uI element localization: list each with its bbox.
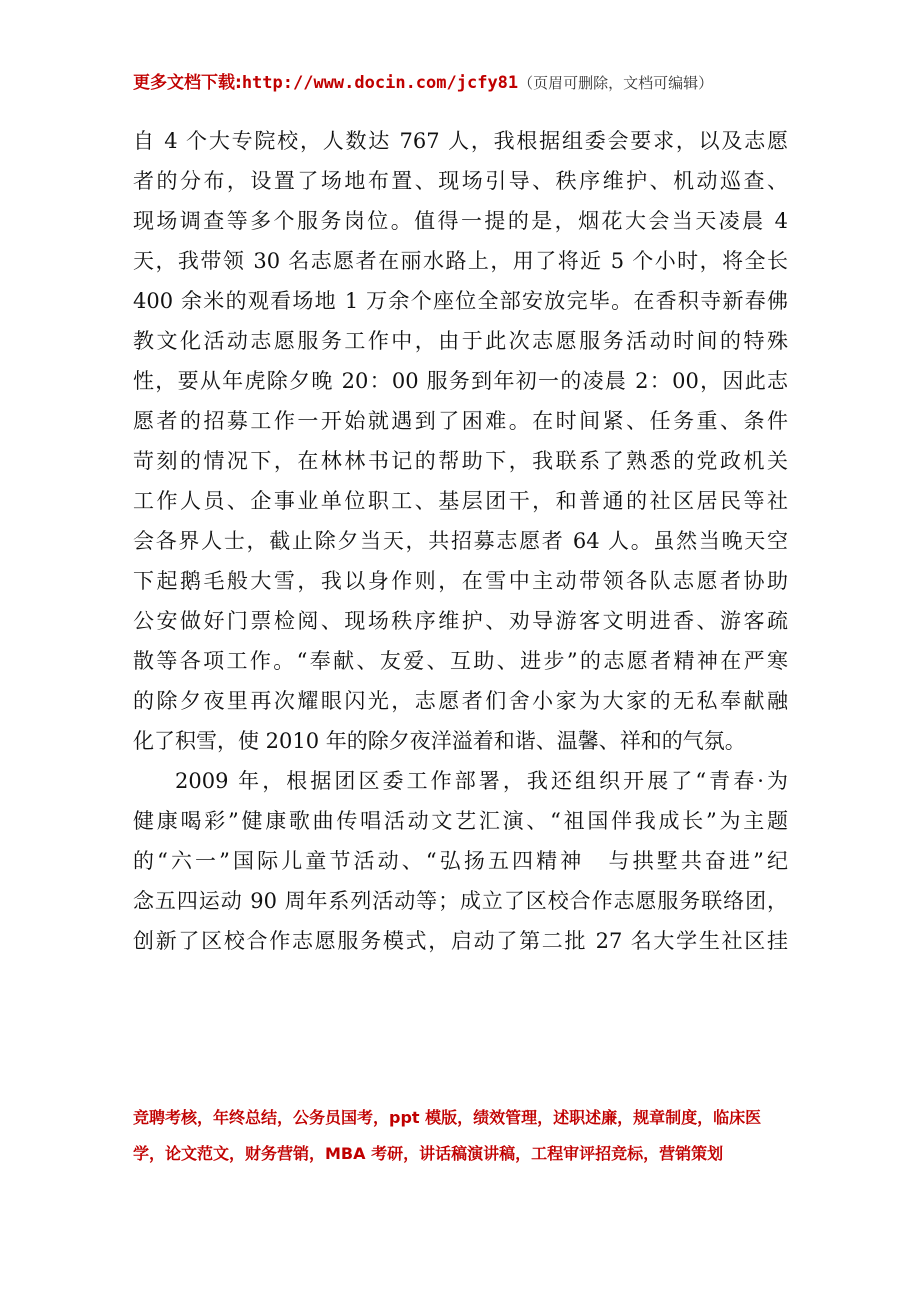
body-line: 下起鹅毛般大雪，我以身作则，在雪中主动带领各队志愿者协助 — [133, 569, 788, 593]
body-line: 化了积雪，使 2010 年的除夕夜洋溢着和谐、温馨、祥和的气氛。 — [133, 729, 746, 753]
header-note: （页眉可删除，文档可编辑） — [518, 74, 714, 92]
body-line: 天，我带领 30 名志愿者在丽水路上，用了将近 5 个小时，将全长 — [133, 249, 788, 273]
page-footer — [133, 1100, 793, 1172]
header-download-link[interactable]: http://www.docin.com/jcfy81 — [241, 73, 519, 93]
body-line: 性，要从年虎除夕晚 20：00 服务到年初一的凌晨 2：00，因此志 — [133, 369, 788, 393]
body-line: 2009 年，根据团区委工作部署，我还组织开展了“青春·为 — [175, 769, 788, 793]
body-line: 健康喝彩”健康歌曲传唱活动文艺汇演、“祖国伴我成长”为主题 — [133, 809, 788, 833]
body-line: 者的分布，设置了场地布置、现场引导、秩序维护、机动巡查、 — [133, 169, 788, 193]
body-line: 散等各项工作。“奉献、友爱、互助、进步”的志愿者精神在严寒 — [133, 649, 788, 673]
page-header — [133, 68, 833, 98]
body-line: 愿者的招募工作一开始就遇到了困难。在时间紧、任务重、条件 — [133, 409, 788, 433]
footer-keywords-line: 竞聘考核，年终总结，公务员国考，ppt 模版，绩效管理，述职述廉，规章制度，临床医 — [133, 1108, 762, 1127]
body-line: 400 余米的观看场地 1 万余个座位全部安放完毕。在香积寺新春佛 — [133, 289, 788, 313]
body-line: 公安做好门票检阅、现场秩序维护、劝导游客文明进香、游客疏 — [133, 609, 788, 633]
body-line: 苛刻的情况下，在林林书记的帮助下，我联系了熟悉的党政机关 — [133, 449, 788, 473]
footer-keywords-line: 学，论文范文，财务营销，MBA 考研，讲话稿演讲稿，工程审评招竞标，营销策划 — [133, 1144, 724, 1163]
header-download-label: 更多文档下载: — [133, 73, 242, 93]
body-line: 念五四运动 90 周年系列活动等；成立了区校合作志愿服务联络团， — [133, 889, 788, 913]
body-line: 的“六一”国际儿童节活动、“弘扬五四精神 与拱墅共奋进”纪 — [133, 849, 788, 873]
document-body — [133, 121, 788, 961]
body-line: 的除夕夜里再次耀眼闪光，志愿者们舍小家为大家的无私奉献融 — [133, 689, 788, 713]
body-line: 教文化活动志愿服务工作中，由于此次志愿服务活动时间的特殊 — [133, 329, 788, 353]
body-line: 工作人员、企事业单位职工、基层团干，和普通的社区居民等社 — [133, 489, 788, 513]
body-line: 自 4 个大专院校，人数达 767 人，我根据组委会要求，以及志愿 — [133, 129, 788, 153]
body-line: 创新了区校合作志愿服务模式，启动了第二批 27 名大学生社区挂 — [133, 929, 788, 953]
body-line: 现场调查等多个服务岗位。值得一提的是，烟花大会当天凌晨 4 — [133, 209, 788, 233]
body-line: 会各界人士，截止除夕当天，共招募志愿者 64 人。虽然当晚天空 — [133, 529, 788, 553]
